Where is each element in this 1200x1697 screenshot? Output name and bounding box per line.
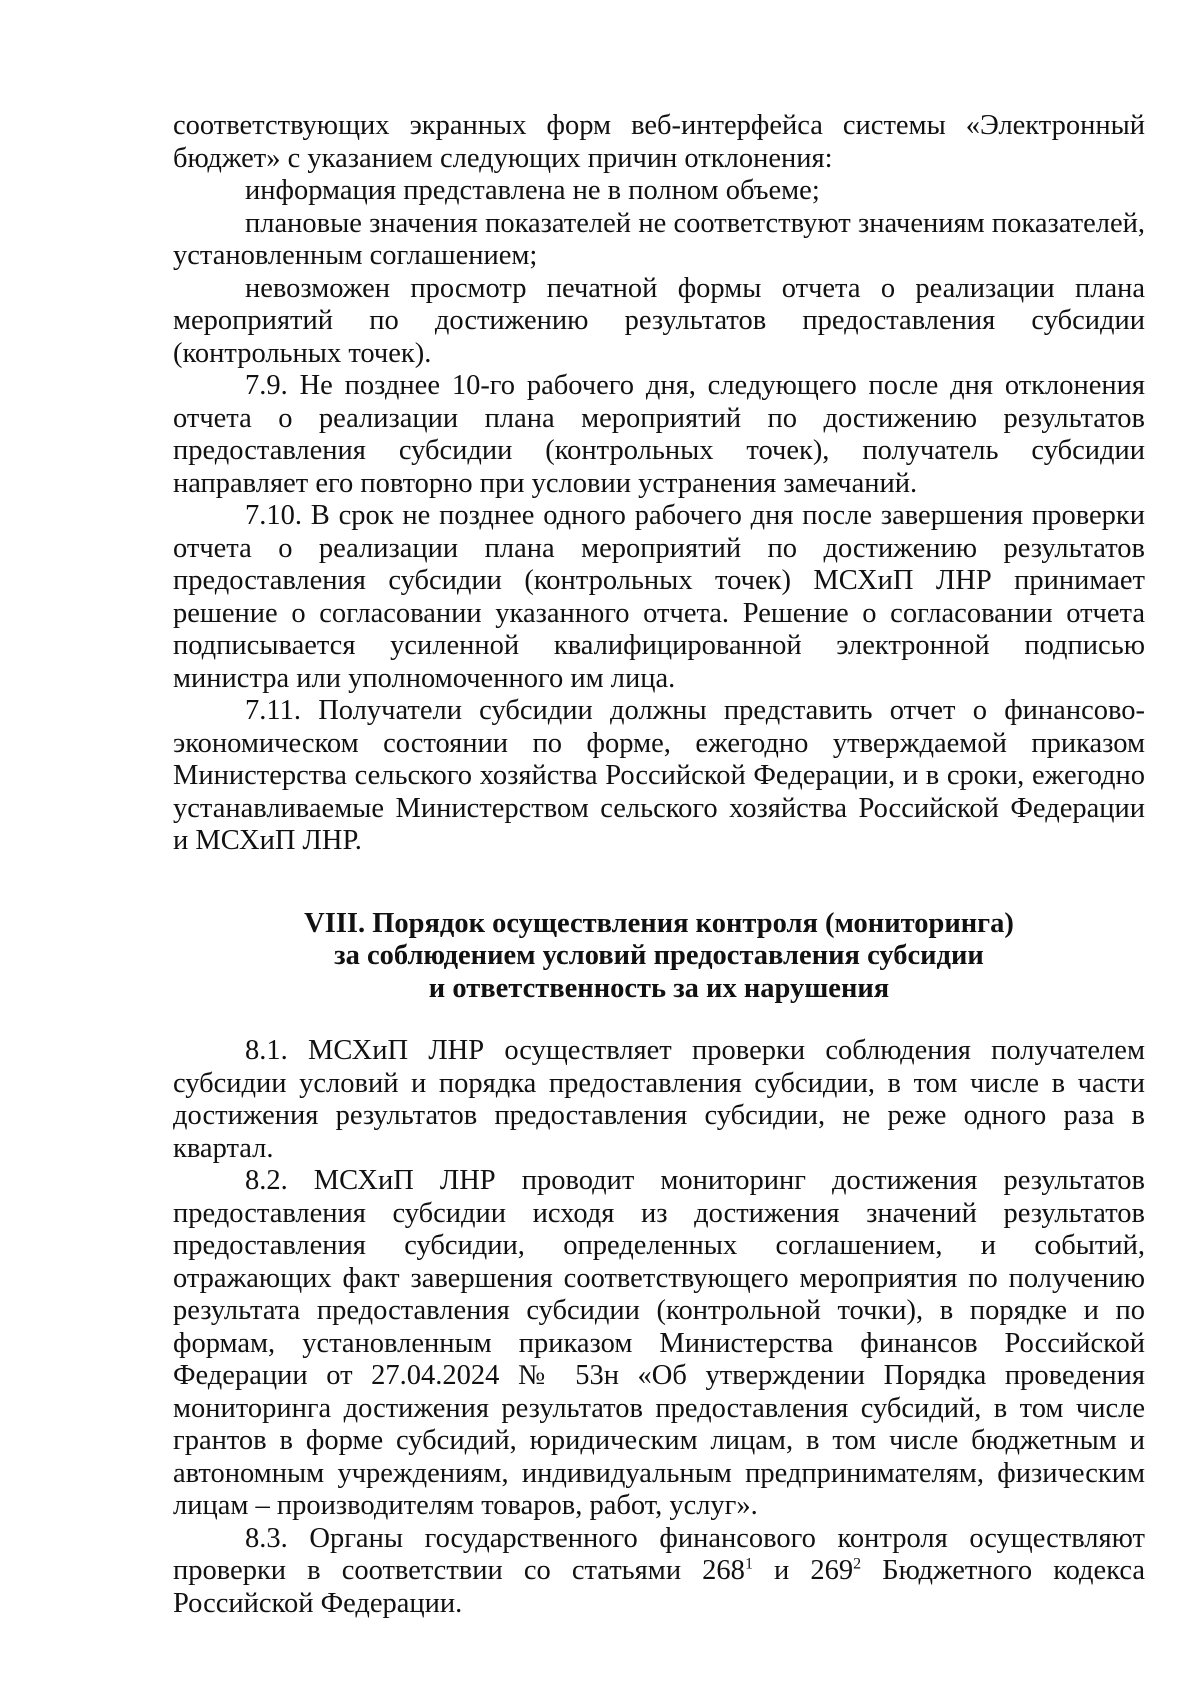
paragraph-8-3 — [173, 1523, 1145, 1621]
paragraph-8-3-text-a: 8.3. Органы государственного финансового контроля осуществляют проверки в соответствии со статьями 268 — [173, 1522, 1145, 1586]
reason-values-mismatch: плановые значения показателей не соответствуют значениям показателей, установленным соглашением; — [173, 207, 1145, 271]
superscript-1: 1 — [744, 1555, 753, 1573]
paragraph-7-10: 7.10. В срок не позднее одного рабочего дня после завершения проверки отчета о реализации плана мероприятий по достижению результатов предоставления субсидии (контрольных точек) МСХиП ЛНР принимает решение о согласовании указанного отчета. Решение о согласовании отчета подписывается усиленной квалифицированной электронной подписью министра или уполномоченного им лица. — [173, 500, 1145, 694]
paragraph-8-3-text-c: Бюджетного кодекса Российской Федерации. — [173, 1555, 1145, 1619]
section-8-heading — [173, 908, 1145, 1006]
reason-incomplete-info: информация представлена не в полном объеме; — [245, 175, 820, 206]
paragraph-continuation: соответствующих экранных форм веб-интерфейса системы «Электронный бюджет» с указанием следующих причин отклонения: — [173, 110, 1145, 174]
paragraph-8-1: 8.1. МСХиП ЛНР осуществляет проверки соблюдения получателем субсидии условий и порядка предоставления субсидии, в том числе в части достижения результатов предоставления субсидии, не реже одного раза в квартал. — [173, 1035, 1145, 1164]
superscript-2: 2 — [853, 1555, 862, 1573]
reason-print-form-unavailable: невозможен просмотр печатной формы отчета о реализации плана мероприятий по достижению результатов предоставления субсидии (контрольных точек). — [173, 272, 1145, 369]
paragraph-8-3-text-b: и 269 — [752, 1555, 854, 1586]
paragraph-7-11: 7.11. Получатели субсидии должны представить отчет о финансово-экономическом состоянии по форме, ежегодно утверждаемой приказом Министерства сельского хозяйства Российской Федерации, и в сроки, ежегодно устанавливаемые Министерством сельского хозяйства Российской Федерации и МСХиП ЛНР. — [173, 695, 1145, 856]
heading-line-3: и ответственность за их нарушения — [428, 972, 890, 1004]
heading-spacer — [173, 1005, 1145, 1035]
document-page — [173, 110, 1145, 1620]
paragraph-8-2: 8.2. МСХиП ЛНР проводит мониторинг достижения результатов предоставления субсидии исходя из достижения значений результатов предоставления субсидии, определенных соглашением, и событий, отражающих факт завершения соответствующего мероприятия по получению результата предоставления субсидии (контрольной точки), в порядке и по формам, установленным приказом Министерства финансов Российской Федерации от 27.04.2024 № 53н «Об утверждении Порядка проведения мониторинга достижения результатов предоставления субсидий, в том числе грантов в форме субсидий, юридическим лицам, в том числе бюджетным и автономным учреждениям, индивидуальным предпринимателям, физическим лицам – производителям товаров, работ, услуг». — [173, 1165, 1145, 1521]
paragraph-7-9: 7.9. Не позднее 10-го рабочего дня, следующего после дня отклонения отчета о реализации плана мероприятий по достижению результатов предоставления субсидии (контрольных точек), получатель субсидии направляет его повторно при условии устранения замечаний. — [173, 370, 1145, 499]
heading-line-1: VIII. Порядок осуществления контроля (мониторинга) — [304, 907, 1014, 939]
heading-line-2: за соблюдением условий предоставления субсидии — [334, 940, 984, 971]
